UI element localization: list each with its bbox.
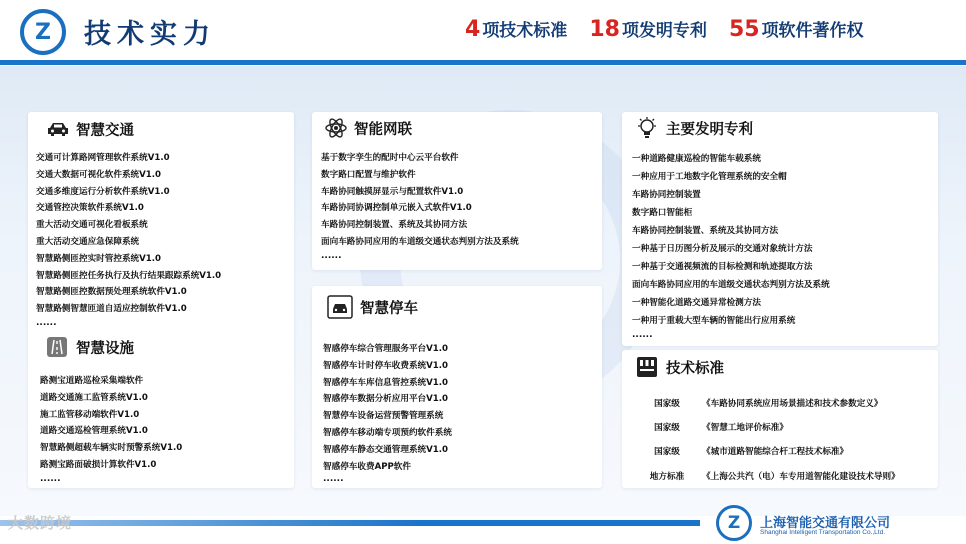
list-item: 智感停车车库信息管控系统V1.0 bbox=[323, 377, 449, 388]
section-title: 智慧交通 bbox=[76, 122, 134, 139]
list-item: 车路协同触摸屏显示与配置软件V1.0 bbox=[321, 186, 464, 197]
footer-divider bbox=[0, 520, 700, 526]
list-item: 一种基于交通视频流的目标检测和轨迹提取方法 bbox=[632, 262, 813, 272]
standard-name: 《智慧工地评价标准》 bbox=[702, 423, 788, 433]
section-title: 智慧设施 bbox=[76, 340, 134, 357]
list-item: 智慧路侧超载车辆实时预警系统V1.0 bbox=[40, 443, 183, 454]
list-item: 智感停车收费APP软件 bbox=[323, 461, 411, 472]
standard-name: 《车路协同系统应用场景描述和技术参数定义》 bbox=[702, 399, 883, 409]
car-icon bbox=[46, 118, 70, 140]
list-item: 道路交通施工监管系统V1.0 bbox=[40, 392, 148, 403]
standard-row bbox=[632, 397, 882, 409]
smart-traffic-list bbox=[36, 150, 221, 318]
smart-facility-list bbox=[40, 373, 182, 474]
stat-copyrights bbox=[729, 16, 864, 42]
stat-label: 项发明专利 bbox=[621, 21, 707, 41]
watermark-text: 大数跨境 bbox=[8, 514, 73, 532]
list-item: 交通可计算路网管理软件系统V1.0 bbox=[36, 153, 170, 163]
footer-logo-icon: Z bbox=[716, 505, 752, 541]
company-name-en: Shanghai Intelligent Transportation Co.,Ltd. bbox=[760, 529, 886, 536]
road-icon bbox=[44, 336, 70, 358]
stat-number: 55 bbox=[728, 17, 760, 42]
standard-row bbox=[632, 445, 848, 457]
standard-level: 地方标准 bbox=[649, 472, 685, 482]
list-item: 智感停车静态交通管理系统V1.0 bbox=[323, 444, 449, 455]
lightbulb-icon bbox=[634, 117, 660, 139]
more-ellipsis: ...... bbox=[323, 474, 344, 484]
section-title: 智慧停车 bbox=[360, 300, 418, 317]
header bbox=[0, 0, 966, 60]
standard-name: 《城市道路智能综合杆工程技术标准》 bbox=[702, 447, 849, 457]
list-item: 施工监管移动端软件V1.0 bbox=[40, 409, 140, 420]
list-item: 数字路口智能柜 bbox=[632, 208, 693, 218]
list-item: 一种智能化道路交通异常检测方法 bbox=[632, 298, 761, 308]
stats-bar bbox=[465, 16, 864, 42]
list-item: 智感停车计时停车收费系统V1.0 bbox=[323, 360, 449, 371]
list-item: 智慧路侧匝控数据预处理系统软件V1.0 bbox=[36, 287, 187, 298]
list-item: 交通多维度运行分析软件系统V1.0 bbox=[36, 186, 170, 197]
list-item: 一种应用于工地数字化管理系统的安全帽 bbox=[632, 172, 787, 182]
more-ellipsis: ...... bbox=[632, 330, 653, 340]
atom-icon bbox=[324, 117, 348, 139]
list-item: 基于数字孪生的配时中心云平台软件 bbox=[321, 153, 459, 163]
list-item: 数字路口配置与维护软件 bbox=[321, 169, 416, 180]
list-item: 智慧路侧智慧匝道自适应控制软件V1.0 bbox=[36, 304, 187, 315]
standard-row bbox=[632, 470, 900, 482]
list-item: 车路协同控制装置、系统及其协同方法 bbox=[632, 226, 779, 236]
more-ellipsis: ...... bbox=[36, 318, 57, 328]
patents-list bbox=[632, 150, 830, 330]
list-item: 重大活动交通可视化看板系统 bbox=[36, 220, 148, 231]
section-patents bbox=[634, 117, 753, 139]
list-item: 智慧停车设备运营预警管理系统 bbox=[323, 411, 444, 422]
stat-number: 4 bbox=[465, 17, 481, 42]
standard-level: 国家级 bbox=[654, 423, 680, 433]
standard-level: 国家级 bbox=[654, 399, 680, 409]
list-item: 重大活动交通应急保障系统 bbox=[36, 236, 140, 247]
stat-label: 项软件著作权 bbox=[761, 21, 864, 41]
smart-parking-list bbox=[323, 341, 452, 475]
list-item: 路测宝路面破损计算软件V1.0 bbox=[40, 459, 157, 470]
list-item: 一种道路健康巡检的智能车载系统 bbox=[632, 154, 761, 164]
section-smart-facility bbox=[44, 336, 134, 358]
section-smart-parking bbox=[326, 294, 418, 320]
building-icon bbox=[634, 356, 660, 378]
header-divider bbox=[0, 60, 966, 65]
list-item: 一种用于重载大型车辆的智能出行应用系统 bbox=[632, 316, 796, 326]
section-title: 智能网联 bbox=[354, 121, 412, 138]
stat-patents bbox=[589, 16, 707, 42]
more-ellipsis: ...... bbox=[321, 251, 342, 261]
list-item: 车路协同控制装置、系统及其协同方法 bbox=[321, 220, 468, 231]
list-item: 面向车路协同应用的车道级交通状态判别方法及系统 bbox=[321, 236, 519, 247]
section-title: 主要发明专利 bbox=[666, 121, 753, 138]
stat-number: 18 bbox=[589, 17, 620, 42]
list-item: 智慧路侧匝控任务执行及执行结果跟踪系统V1.0 bbox=[36, 270, 222, 281]
standard-level: 国家级 bbox=[654, 447, 680, 457]
list-item: 面向车路协同应用的车道级交通状态判别方法及系统 bbox=[632, 280, 830, 290]
list-item: 车路协同控制装置 bbox=[632, 190, 701, 200]
list-item: 交通管控决策软件系统V1.0 bbox=[36, 203, 144, 214]
section-smart-network bbox=[324, 117, 412, 139]
company-logo-icon: Z bbox=[20, 9, 66, 55]
standard-name: 《上海公共汽（电）车专用道智能化建设技术导则》 bbox=[702, 472, 900, 482]
list-item: 一种基于日历图分析及展示的交通对象统计方法 bbox=[632, 244, 813, 254]
list-item: 智感停车综合管理服务平台V1.0 bbox=[323, 344, 449, 354]
section-standards bbox=[634, 356, 724, 378]
list-item: 交通大数据可视化软件系统V1.0 bbox=[36, 169, 162, 180]
page-title: 技术实力 bbox=[84, 19, 216, 50]
list-item: 智慧路侧匝控实时管控系统V1.0 bbox=[36, 253, 162, 264]
stat-standards bbox=[465, 16, 567, 42]
parking-car-icon bbox=[326, 294, 354, 320]
smart-network-list bbox=[321, 150, 519, 251]
list-item: 智感停车数据分析应用平台V1.0 bbox=[323, 394, 449, 405]
list-item: 路测宝道路巡检采集端软件 bbox=[40, 376, 144, 386]
company-name-cn: 上海智能交通有限公司 bbox=[760, 516, 891, 531]
standard-row bbox=[632, 421, 788, 433]
section-smart-traffic bbox=[46, 118, 134, 140]
stat-label: 项技术标准 bbox=[482, 21, 568, 41]
list-item: 智感停车移动端专项预约软件系统 bbox=[323, 427, 452, 438]
list-item: 车路协同协调控制单元嵌入式软件V1.0 bbox=[321, 203, 472, 214]
more-ellipsis: ...... bbox=[40, 474, 61, 484]
list-item: 道路交通巡检管理系统V1.0 bbox=[40, 426, 148, 437]
section-title: 技术标准 bbox=[666, 360, 724, 377]
